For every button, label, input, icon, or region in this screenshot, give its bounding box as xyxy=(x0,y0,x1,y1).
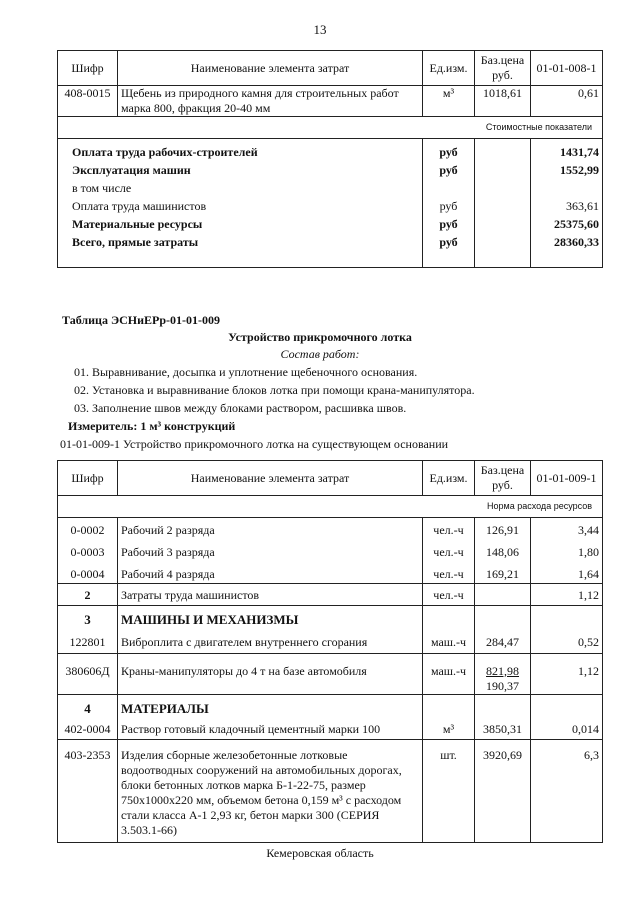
work-step-3: 03. Заполнение швов между блоками раствором, расшивка швов. xyxy=(74,401,407,415)
group-header-row xyxy=(58,606,603,628)
row-name: Рабочий 2 разряда xyxy=(118,518,423,540)
cost-name: Всего, прямые затраты xyxy=(72,235,199,249)
cost-value xyxy=(534,179,599,197)
row-price: 148,06 xyxy=(475,540,531,562)
table-header-row xyxy=(58,461,603,496)
row-name: Рабочий 3 разряда xyxy=(118,540,423,562)
cost-unit: руб xyxy=(439,235,458,249)
row-norm: 0,52 xyxy=(531,627,603,653)
row-norm: 0,014 xyxy=(531,716,603,740)
row-code: 0-0002 xyxy=(58,518,118,540)
row-unit: м³ xyxy=(423,86,475,117)
cost-names xyxy=(58,139,423,268)
row-name: Виброплита с двигателем внутреннего сгорания xyxy=(118,627,423,653)
row-price: 284,47 xyxy=(475,627,531,653)
page-number: 13 xyxy=(313,22,327,37)
cost-unit: руб xyxy=(439,199,458,213)
cost-name: Эксплуатация машин xyxy=(72,163,191,177)
row-norm: 1,80 xyxy=(531,540,603,562)
cost-units xyxy=(423,139,475,268)
cost-value: 1552,99 xyxy=(560,163,599,177)
group-header-row xyxy=(58,694,603,716)
cost-name: Материальные ресурсы xyxy=(72,217,203,231)
row-name: Щебень из природного камня для строительных работ марка 800, фракция 20-40 мм xyxy=(118,86,423,117)
work-step-1: 01. Выравнивание, досыпка и уплотнение щебеночного основания. xyxy=(74,365,418,379)
row-code: 408-0015 xyxy=(58,86,118,117)
cost-name: в том числе xyxy=(72,181,132,195)
row-price: 169,21 xyxy=(475,562,531,584)
header-price: Баз.цена руб. xyxy=(475,51,531,86)
row-name: Изделия сборные железобетонные лотковые водоотводных сооружений на автомобильных дорогах, блоки бетонных лотков марка Б-1-22-75, размер 750х1000х220 мм, объемом бетона 0,159 м³ с расходом стали класса А-1 2,93 кг, бетон марки 300 (СЕРИЯ 3.503.1-66) xyxy=(118,740,423,843)
row-code: 0-0003 xyxy=(58,540,118,562)
section-subheading: Состав работ: xyxy=(280,347,360,361)
row-price-secondary: 190,37 xyxy=(486,678,519,693)
cost-unit: руб xyxy=(439,217,458,231)
row-price: 3850,31 xyxy=(475,716,531,740)
section-label-row xyxy=(58,496,603,518)
table-row xyxy=(58,518,603,540)
row-unit: шт. xyxy=(423,740,475,843)
section-label-row xyxy=(58,117,603,139)
row-norm: 0,61 xyxy=(531,86,603,117)
header-norm: 01-01-008-1 xyxy=(531,51,603,86)
section-label: Стоимостные показатели xyxy=(58,117,603,139)
row-unit: чел.-ч xyxy=(423,562,475,584)
header-price: Баз.цена руб. xyxy=(475,461,531,496)
cost-value: 1431,74 xyxy=(560,145,599,159)
row-price: 126,91 xyxy=(475,518,531,540)
row-unit: чел.-ч xyxy=(423,584,475,606)
table-row xyxy=(58,562,603,584)
header-unit: Ед.изм. xyxy=(423,461,475,496)
cost-values xyxy=(531,139,603,268)
footer-region: Кемеровская область xyxy=(266,846,374,860)
group-code: 3 xyxy=(58,606,118,628)
row-unit: чел.-ч xyxy=(423,540,475,562)
cost-unit xyxy=(426,179,471,197)
group-name: МАТЕРИАЛЫ xyxy=(118,694,423,716)
row-norm: 6,3 xyxy=(531,740,603,843)
cost-value: 28360,33 xyxy=(554,235,599,249)
row-code: 380606Д xyxy=(58,653,118,694)
table-row xyxy=(58,540,603,562)
row-unit: маш.-ч xyxy=(423,653,475,694)
row-norm: 1,12 xyxy=(531,584,603,606)
row-unit: маш.-ч xyxy=(423,627,475,653)
row-code: 2 xyxy=(58,584,118,606)
cost-unit: руб xyxy=(439,145,458,159)
resource-table-1 xyxy=(57,50,603,268)
row-norm: 1,12 xyxy=(531,653,603,694)
header-code: Шифр xyxy=(58,51,118,86)
table-row xyxy=(58,584,603,606)
row-price: 821,98 xyxy=(486,663,519,678)
cost-value: 363,61 xyxy=(566,199,599,213)
norm-code-line: 01-01-009-1 Устройство прикромочного лотка на существующем основании xyxy=(60,437,449,451)
row-name: Рабочий 4 разряда xyxy=(118,562,423,584)
row-name: Затраты труда машинистов xyxy=(118,584,423,606)
row-code: 122801 xyxy=(58,627,118,653)
row-norm: 3,44 xyxy=(531,518,603,540)
measure-unit: Измеритель: 1 м³ конструкций xyxy=(68,419,236,433)
row-norm: 1,64 xyxy=(531,562,603,584)
group-name: МАШИНЫ И МЕХАНИЗМЫ xyxy=(118,606,423,628)
section-heading: Устройство прикромочного лотка xyxy=(228,330,412,344)
row-price xyxy=(475,584,531,606)
row-unit: чел.-ч xyxy=(423,518,475,540)
row-code: 0-0004 xyxy=(58,562,118,584)
table-row xyxy=(58,716,603,740)
table-row xyxy=(58,653,603,694)
row-price: 1018,61 xyxy=(475,86,531,117)
header-name: Наименование элемента затрат xyxy=(118,461,423,496)
section-label: Норма расхода ресурсов xyxy=(58,496,603,518)
table-row xyxy=(58,740,603,843)
row-price: 3920,69 xyxy=(475,740,531,843)
cost-value: 25375,60 xyxy=(554,217,599,231)
group-code: 4 xyxy=(58,694,118,716)
row-name: Раствор готовый кладочный цементный марки 100 xyxy=(118,716,423,740)
table-row xyxy=(58,627,603,653)
table-title: Таблица ЭСНиЕРр-01-01-009 xyxy=(62,313,221,327)
header-norm: 01-01-009-1 xyxy=(531,461,603,496)
cost-price-empty xyxy=(475,139,531,268)
work-step-2: 02. Установка и выравнивание блоков лотка при помощи крана-манипулятора. xyxy=(74,383,475,397)
row-price-cell xyxy=(475,653,531,694)
row-unit: м³ xyxy=(423,716,475,740)
resource-table-2 xyxy=(57,460,603,843)
cost-unit: руб xyxy=(439,163,458,177)
header-code: Шифр xyxy=(58,461,118,496)
row-code: 403-2353 xyxy=(58,740,118,843)
table-header-row xyxy=(58,51,603,86)
cost-name: Оплата труда машинистов xyxy=(72,199,207,213)
cost-name: Оплата труда рабочих-строителей xyxy=(72,145,258,159)
cost-block xyxy=(58,139,603,268)
row-code: 402-0004 xyxy=(58,716,118,740)
row-name: Краны-манипуляторы до 4 т на базе автомобиля xyxy=(118,653,423,694)
table-row xyxy=(58,86,603,117)
header-unit: Ед.изм. xyxy=(423,51,475,86)
header-name: Наименование элемента затрат xyxy=(118,51,423,86)
